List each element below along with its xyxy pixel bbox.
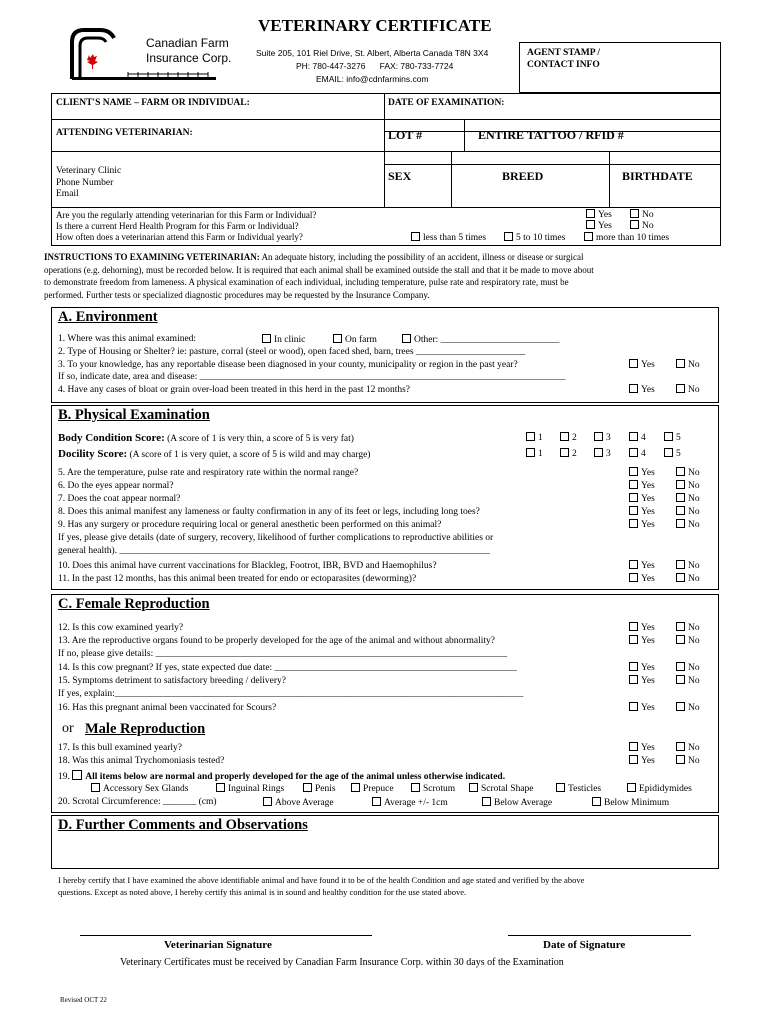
checkbox[interactable]	[676, 359, 685, 368]
q13-no[interactable]: No	[676, 635, 700, 646]
bcs-score-2[interactable]: 2	[560, 432, 577, 443]
q8-no[interactable]: No	[676, 506, 700, 517]
bcs-score-1[interactable]: 1	[526, 432, 543, 443]
regular-vet-no[interactable]: No	[630, 209, 654, 220]
q19-option-0[interactable]: Accessory Sex Glands	[91, 783, 188, 794]
instructions-line2: operations (e.g. dehorning), must be recorded below. It is required that each animal shall be examined outside the stall and that it be made to move about	[44, 264, 594, 275]
checkbox[interactable]	[629, 573, 638, 582]
vet-clinic-label: Veterinary Clinic	[56, 166, 122, 176]
checkbox[interactable]	[629, 755, 638, 764]
in-clinic-option[interactable]: In clinic	[262, 334, 305, 345]
q8-yes[interactable]: Yes	[629, 506, 655, 517]
freq-less-5[interactable]: less than 5 times	[411, 232, 486, 243]
checkbox[interactable]	[629, 560, 638, 569]
q18-text: 18. Was this animal Trychomoniasis tested?	[58, 756, 225, 766]
checkbox[interactable]	[676, 519, 685, 528]
q4-yes[interactable]: Yes	[629, 384, 655, 395]
checkbox[interactable]	[676, 384, 685, 393]
q1-text: 1. Where was this animal examined:	[58, 334, 197, 344]
section-a-title: A. Environment	[58, 309, 158, 325]
q13b-text[interactable]: If no, please give details: __________________________________________________________________________	[58, 649, 508, 659]
checkbox[interactable]	[504, 232, 513, 241]
checkbox[interactable]	[629, 635, 638, 644]
tattoo-label: ENTIRE TATTOO / RFID #	[478, 128, 624, 142]
q7-no[interactable]: No	[676, 493, 700, 504]
checkbox[interactable]	[676, 662, 685, 671]
certification-text: I hereby certify that I have examined the above identifiable animal and have found it to be of the health Condition and age stated and verified by the above questions. Except as noted above, I hereby certify this animal is in sound and healthy condition for the use stated above.	[58, 875, 585, 897]
bcs-score-3[interactable]: 3	[594, 432, 611, 443]
bcs-score-4[interactable]: 4	[629, 432, 646, 443]
q15-text: 15. Symptoms detriment to satisfactory breeding / delivery?	[58, 676, 286, 686]
attending-vet-label: ATTENDING VETERINARIAN:	[56, 128, 193, 138]
q2-text[interactable]: 2. Type of Housing or Shelter? ie: pasture, corral (steel or wood), open faced shed, barn, trees _______________________	[58, 347, 526, 357]
breed-label: BREED	[502, 169, 544, 183]
checkbox[interactable]	[469, 783, 478, 792]
doc-score-5[interactable]: 5	[664, 448, 681, 459]
q19-option-4[interactable]: Scrotum	[411, 783, 455, 794]
checkbox[interactable]	[263, 797, 272, 806]
freq-more-10[interactable]: more than 10 times	[584, 232, 669, 243]
q9-no[interactable]: No	[676, 519, 700, 530]
q10-no[interactable]: No	[676, 560, 700, 571]
client-name-label: CLIENT'S NAME – FARM OR INDIVIDUAL:	[56, 98, 250, 108]
on-farm-option[interactable]: On farm	[333, 334, 377, 345]
q13-yes[interactable]: Yes	[629, 635, 655, 646]
q20-option-2[interactable]: Below Average	[482, 797, 552, 808]
checkbox[interactable]	[676, 560, 685, 569]
bcs-score-5[interactable]: 5	[664, 432, 681, 443]
checkbox[interactable]	[556, 783, 565, 792]
date-exam-label: DATE OF EXAMINATION:	[388, 98, 505, 108]
q20-text[interactable]: 20. Scrotal Circumference: _______ (cm)	[58, 797, 217, 807]
checkbox[interactable]	[676, 635, 685, 644]
logo-text-line1: Canadian Farm	[146, 36, 229, 50]
q19-option-6[interactable]: Testicles	[556, 783, 601, 794]
q15-no[interactable]: No	[676, 675, 700, 686]
q20-option-1[interactable]: Average +/- 1cm	[372, 797, 448, 808]
company-address: Suite 205, 101 Riel Drive, St. Albert, Alberta Canada T8N 3X4	[256, 48, 489, 58]
q9-yes[interactable]: Yes	[629, 519, 655, 530]
q17-yes[interactable]: Yes	[629, 742, 655, 753]
q19-all-normal-checkbox[interactable]	[72, 770, 82, 780]
sex-label: SEX	[388, 169, 412, 183]
q14-no[interactable]: No	[676, 662, 700, 673]
received-notice: Veterinary Certificates must be received by Canadian Farm Insurance Corp. within 30 days of the Examination	[120, 957, 564, 968]
logo-text-line2: Insurance Corp.	[146, 51, 232, 65]
q9b-text: If yes, please give details (date of surgery, recovery, likelihood of further complications to reproductive abilities or	[58, 533, 494, 543]
q3-no[interactable]: No	[676, 359, 700, 370]
herd-health-question: Is there a current Herd Health Program for this Farm or Individual?	[56, 221, 299, 231]
q3b-text[interactable]: If so, indicate date, area and disease: _____________________________________________________________________________	[58, 372, 566, 382]
q20-option-0[interactable]: Above Average	[263, 797, 334, 808]
checkbox[interactable]	[402, 334, 411, 343]
q3-text: 3. To your knowledge, has any reportable disease been diagnosed in your county, municipality or region in the past year?	[58, 360, 518, 370]
checkbox[interactable]	[482, 797, 491, 806]
checkbox[interactable]	[676, 506, 685, 515]
regular-vet-yes[interactable]: Yes	[586, 209, 612, 220]
q3-yes[interactable]: Yes	[629, 359, 655, 370]
checkbox[interactable]	[592, 797, 601, 806]
q12-no[interactable]: No	[676, 622, 700, 633]
checkbox[interactable]	[372, 797, 381, 806]
page-title: VETERINARY CERTIFICATE	[258, 16, 492, 35]
q16-no[interactable]: No	[676, 702, 700, 713]
checkbox[interactable]	[586, 209, 595, 218]
vet-signature-line[interactable]	[80, 935, 372, 936]
checkbox[interactable]	[629, 359, 638, 368]
checkbox[interactable]	[676, 702, 685, 711]
q4-text: 4. Have any cases of bloat or grain over-load been treated in this herd in the past 12 months?	[58, 385, 410, 395]
q12-yes[interactable]: Yes	[629, 622, 655, 633]
checkbox[interactable]	[91, 783, 100, 792]
doc-score-4[interactable]: 4	[629, 448, 646, 459]
instructions-line4: performed. Further tests or specialized diagnostic procedures may be requested by the Insurance Company.	[44, 289, 430, 300]
q10-yes[interactable]: Yes	[629, 560, 655, 571]
q15b-text[interactable]: If yes, explain:______________________________________________________________________________________	[58, 689, 524, 699]
male-reproduction-title: Male Reproduction	[85, 721, 206, 737]
q18-no[interactable]: No	[676, 755, 700, 766]
checkbox[interactable]	[411, 783, 420, 792]
checkbox[interactable]	[411, 232, 420, 241]
q19-option-7[interactable]: Epididymides	[627, 783, 692, 794]
q10-text: 10. Does this animal have current vaccinations for Blackleg, Footrot, IBR, BVD and Haemophilus?	[58, 561, 437, 571]
q15-yes[interactable]: Yes	[629, 675, 655, 686]
lot-label: LOT #	[388, 128, 423, 142]
docility-row: Docility Score: (A score of 1 is very quiet, a score of 5 is wild and may charge)	[58, 448, 371, 460]
q11-text: 11. In the past 12 months, has this animal been treated for endo or ectoparasites (deworming)?	[58, 574, 417, 584]
bcs-row: Body Condition Score: (A score of 1 is very thin, a score of 5 is very fat)	[58, 432, 354, 444]
vet-signature-label: Veterinarian Signature	[164, 939, 272, 951]
company-email: EMAIL: info@cdnfarmins.com	[316, 74, 429, 84]
q20-option-3[interactable]: Below Minimum	[592, 797, 669, 808]
q16-yes[interactable]: Yes	[629, 702, 655, 713]
visit-frequency-question: How often does a veterinarian attend this Farm or Individual yearly?	[56, 232, 303, 242]
date-signature-line[interactable]	[508, 935, 691, 936]
checkbox[interactable]	[586, 220, 595, 229]
checkbox[interactable]	[216, 783, 225, 792]
q17-no[interactable]: No	[676, 742, 700, 753]
q19-row: 19. All items below are normal and properly developed for the age of the animal unless otherwise indicated.	[58, 772, 506, 782]
q14-yes[interactable]: Yes	[629, 662, 655, 673]
checkbox[interactable]	[629, 493, 638, 502]
checkbox[interactable]	[629, 480, 638, 489]
q19-option-3[interactable]: Prepuce	[351, 783, 394, 794]
q9-text: 9. Has any surgery or procedure requiring local or general anesthetic been performed on this animal?	[58, 520, 442, 530]
q5-no[interactable]: No	[676, 467, 700, 478]
section-b-title: B. Physical Examination	[58, 407, 210, 423]
q11-no[interactable]: No	[676, 573, 700, 584]
q9c-text[interactable]: general health). ______________________________________________________________________________	[58, 546, 490, 556]
q17-text: 17. Is this bull examined yearly?	[58, 743, 182, 753]
checkbox[interactable]	[676, 755, 685, 764]
q6-no[interactable]: No	[676, 480, 700, 491]
contact-info-label: CONTACT INFO	[527, 60, 600, 70]
checkbox[interactable]	[676, 675, 685, 684]
doc-score-2[interactable]: 2	[560, 448, 577, 459]
checkbox[interactable]	[676, 493, 685, 502]
checkbox[interactable]	[629, 675, 638, 684]
freq-5-10[interactable]: 5 to 10 times	[504, 232, 565, 243]
checkbox[interactable]	[630, 209, 639, 218]
section-c-title: C. Female Reproduction	[58, 596, 210, 612]
q19-option-2[interactable]: Penis	[303, 783, 336, 794]
doc-score-3[interactable]: 3	[594, 448, 611, 459]
q19-option-5[interactable]: Scrotal Shape	[469, 783, 534, 794]
or-label: or	[62, 721, 74, 736]
regular-vet-question: Are you the regularly attending veterinarian for this Farm or Individual?	[56, 210, 317, 220]
checkbox[interactable]	[629, 702, 638, 711]
company-logo	[66, 24, 232, 84]
q8-text: 8. Does this animal manifest any lameness or faulty confirmation in any of its feet or legs, including long toes?	[58, 507, 480, 517]
checkbox[interactable]	[676, 573, 685, 582]
checkbox[interactable]	[630, 220, 639, 229]
q7-yes[interactable]: Yes	[629, 493, 655, 504]
checkbox[interactable]	[303, 783, 312, 792]
q6-yes[interactable]: Yes	[629, 480, 655, 491]
checkbox[interactable]	[351, 783, 360, 792]
checkbox[interactable]	[676, 467, 685, 476]
other-location-option[interactable]: Other: _________________________	[402, 334, 559, 345]
q18-yes[interactable]: Yes	[629, 755, 655, 766]
q5-text: 5. Are the temperature, pulse rate and respiratory rate within the normal range?	[58, 468, 359, 478]
date-signature-label: Date of Signature	[543, 939, 626, 951]
agent-stamp-label: AGENT STAMP /	[527, 48, 601, 58]
revised-date: Revised OCT 22	[60, 996, 107, 1004]
birthdate-label: BIRTHDATE	[622, 169, 693, 183]
q4-no[interactable]: No	[676, 384, 700, 395]
q14-text[interactable]: 14. Is this cow pregnant? If yes, state expected due date: ___________________________________________________	[58, 663, 517, 673]
q11-yes[interactable]: Yes	[629, 573, 655, 584]
checkbox[interactable]	[629, 506, 638, 515]
comments-field[interactable]	[52, 838, 718, 868]
herd-health-no[interactable]: No	[630, 220, 654, 231]
checkbox[interactable]	[629, 742, 638, 751]
q13-text: 13. Are the reproductive organs found to be properly developed for the age of the animal and without abnormality?	[58, 636, 495, 646]
q5-yes[interactable]: Yes	[629, 467, 655, 478]
checkbox[interactable]	[333, 334, 342, 343]
checkbox[interactable]	[629, 622, 638, 631]
phone-number-label: Phone Number	[56, 178, 114, 188]
checkbox[interactable]	[629, 467, 638, 476]
q16-text: 16. Has this pregnant animal been vaccinated for Scours?	[58, 703, 277, 713]
instructions-line1: An adequate history, including the possibility of an accident, illness or disease or surgical	[261, 252, 584, 262]
q19-option-1[interactable]: Inguinal Rings	[216, 783, 284, 794]
email-label: Email	[56, 189, 79, 199]
q7-text: 7. Does the coat appear normal?	[58, 494, 181, 504]
instructions-line3: to demonstrate freedom from lameness. A physical examination of each individual, including temperature, pulse rate and respiratory rate, must be	[44, 277, 569, 287]
instructions-block	[44, 251, 720, 301]
instructions-label: INSTRUCTIONS TO EXAMINING VETERINARIAN:	[44, 252, 260, 262]
checkbox[interactable]	[629, 384, 638, 393]
doc-score-1[interactable]: 1	[526, 448, 543, 459]
checkbox[interactable]	[676, 742, 685, 751]
checkbox[interactable]	[629, 519, 638, 528]
herd-health-yes[interactable]: Yes	[586, 220, 612, 231]
checkbox[interactable]	[584, 232, 593, 241]
q12-text: 12. Is this cow examined yearly?	[58, 623, 184, 633]
company-phone-fax: PH: 780-447-3276 FAX: 780-733-7724	[296, 61, 454, 71]
q6-text: 6. Do the eyes appear normal?	[58, 481, 174, 491]
checkbox[interactable]	[676, 622, 685, 631]
checkbox[interactable]	[676, 480, 685, 489]
checkbox[interactable]	[629, 662, 638, 671]
checkbox[interactable]	[262, 334, 271, 343]
checkbox[interactable]	[627, 783, 636, 792]
agent-stamp-box[interactable]	[519, 42, 721, 93]
section-d-title: D. Further Comments and Observations	[58, 817, 308, 833]
